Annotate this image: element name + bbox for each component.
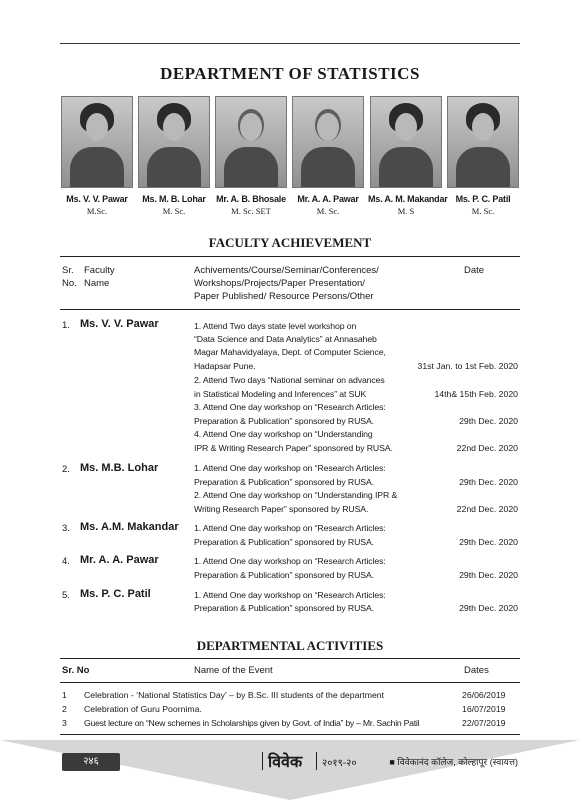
faculty-card xyxy=(214,96,288,216)
faculty-photo xyxy=(138,96,210,188)
achievement-date: 29th Dec. 2020 xyxy=(459,570,518,580)
achievement-line: Hadapsar Pune. xyxy=(194,361,256,371)
departmental-activities-title: DEPARTMENTAL ACTIVITIES xyxy=(196,638,384,653)
achievement-line: 1. Attend Two days state level workshop on xyxy=(194,321,357,331)
activity-event: Guest lecture on “New schemes in Scholarships given by Govt. of India” by – Mr. Sachin Patil xyxy=(84,718,420,728)
activity-event: Celebration - ‘National Statistics Day’ – by B.Sc. III students of the department xyxy=(84,690,385,700)
achievement-line: Preparation & Publication” sponsored by RUSA. xyxy=(194,570,374,580)
row-faculty-name: Ms. A.M. Makandar xyxy=(80,521,179,533)
row-faculty-name: Mr. A. A. Pawar xyxy=(80,554,159,566)
faculty-card-name: Ms. P. C. Patil xyxy=(455,194,511,204)
achievement-line: 2. Attend One day workshop on “Understanding IPR & xyxy=(194,490,398,500)
activities-top-rule xyxy=(60,658,520,659)
header-date: Date xyxy=(464,265,485,276)
faculty-card xyxy=(446,96,520,216)
faculty-card xyxy=(60,96,134,216)
faculty-card-qualification: M. Sc. xyxy=(316,206,340,216)
page-title: DEPARTMENT OF STATISTICS xyxy=(160,64,420,83)
faculty-photo-strip xyxy=(60,96,520,218)
achievement-line: 3. Attend One day workshop on “Research Articles: xyxy=(194,402,386,412)
activity-event: Celebration of Guru Poornima. xyxy=(84,704,202,714)
activities-header-dates: Dates xyxy=(464,665,489,676)
row-number: 3. xyxy=(62,523,70,534)
achievement-line: 1. Attend One day workshop on “Research Articles: xyxy=(194,556,386,566)
achievement-date: 14th& 15th Feb. 2020 xyxy=(434,389,518,399)
faculty-photo xyxy=(447,96,519,188)
achievement-line: 2. Attend Two days “National seminar on advances xyxy=(194,375,385,385)
header-bottom-rule xyxy=(60,309,520,310)
activity-number: 2 xyxy=(62,704,67,714)
achievement-line: “Data Science and Data Analytics” at Annasaheb xyxy=(194,334,377,344)
achievement-line: Preparation & Publication” sponsored by RUSA. xyxy=(194,416,374,426)
achievement-date: 29th Dec. 2020 xyxy=(459,537,518,547)
achievement-line: Preparation & Publication” sponsored by RUSA. xyxy=(194,537,374,547)
activities-header-sr: Sr. No xyxy=(62,665,90,676)
achievement-line: IPR & Writing Research Paper” sponsored by RUSA. xyxy=(194,443,393,453)
faculty-card-qualification: M. Sc. SET xyxy=(231,206,271,216)
table-top-rule xyxy=(60,256,520,257)
row-faculty-name: Ms. M.B. Lohar xyxy=(80,462,159,474)
activities-header-rule xyxy=(60,682,520,683)
faculty-card-name: Ms. M. B. Lohar xyxy=(142,194,206,204)
achievement-line: Preparation & Publication” sponsored by RUSA. xyxy=(194,477,374,487)
faculty-photo xyxy=(370,96,442,188)
achievement-date: 31st Jan. to 1st Feb. 2020 xyxy=(417,361,518,371)
faculty-card-qualification: M. S xyxy=(397,206,415,216)
faculty-card-name: Ms. A. M. Makandar xyxy=(368,194,448,204)
achievement-line: 4. Attend One day workshop on “Understanding xyxy=(194,429,373,439)
faculty-photo xyxy=(61,96,133,188)
faculty-photo xyxy=(292,96,364,188)
achievement-date: 22nd Dec. 2020 xyxy=(456,504,518,514)
faculty-photo xyxy=(215,96,287,188)
achievement-date: 29th Dec. 2020 xyxy=(459,416,518,426)
row-number: 5. xyxy=(62,590,70,601)
activity-date: 22/07/2019 xyxy=(462,718,506,728)
faculty-card xyxy=(291,96,365,216)
faculty-card-name: Mr. A. B. Bhosale xyxy=(216,194,286,204)
row-number: 2. xyxy=(62,464,70,475)
achievement-line: 1. Attend One day workshop on “Research Articles: xyxy=(194,590,386,600)
activity-number: 3 xyxy=(62,718,67,728)
achievement-line: Preparation & Publication” sponsored by RUSA. xyxy=(194,603,374,613)
college-name: ■ विवेकानंद कॉलेज, कोल्हापूर (स्वायत्त) xyxy=(389,757,518,767)
faculty-achievement-title: FACULTY ACHIEVEMENT xyxy=(208,235,372,250)
publication-year: २०१९-२० xyxy=(322,758,357,769)
achievement-line: Writing Research Paper” sponsored by RUSA. xyxy=(194,504,369,514)
row-number: 1. xyxy=(62,320,70,331)
achievement-line: 1. Attend One day workshop on “Research Articles: xyxy=(194,523,386,533)
faculty-card-qualification: M. Sc. xyxy=(471,206,495,216)
row-faculty-name: Ms. V. V. Pawar xyxy=(80,318,159,330)
page-number: २४६ xyxy=(62,753,120,771)
faculty-card xyxy=(368,96,448,216)
footer-divider xyxy=(262,752,263,770)
achievement-line: in Statistical Modeling and Inferences” at SUK xyxy=(194,389,367,399)
activity-date: 26/06/2019 xyxy=(462,690,506,700)
activity-date: 16/07/2019 xyxy=(462,704,506,714)
top-rule xyxy=(60,43,520,44)
achievement-date: 22nd Dec. 2020 xyxy=(456,443,518,453)
row-number: 4. xyxy=(62,556,70,567)
header-achievements: Achivements/Course/Seminar/Conferences/ Workshops/Projects/Paper Presentation/ Paper Published/ Resource Persons/Other xyxy=(194,265,379,302)
faculty-card-name: Ms. V. V. Pawar xyxy=(66,194,128,204)
faculty-card-qualification: M. Sc. xyxy=(162,206,186,216)
publication-logo: विवेक xyxy=(268,754,303,771)
faculty-card xyxy=(137,96,211,216)
activities-bottom-rule xyxy=(60,734,520,735)
header-sr: Sr. No. xyxy=(62,265,77,289)
achievement-date: 29th Dec. 2020 xyxy=(459,477,518,487)
achievement-line: 1. Attend One day workshop on “Research Articles: xyxy=(194,463,386,473)
activity-number: 1 xyxy=(62,690,67,700)
faculty-card-qualification: M.Sc. xyxy=(86,206,108,216)
achievement-date: 29th Dec. 2020 xyxy=(459,603,518,613)
header-faculty: Faculty Name xyxy=(84,265,115,289)
footer-divider xyxy=(316,752,317,770)
faculty-card-name: Mr. A. A. Pawar xyxy=(297,194,359,204)
achievement-line: Magar Mahavidyalaya, Dept. of Computer Science, xyxy=(194,347,386,357)
row-faculty-name: Ms. P. C. Patil xyxy=(80,588,151,600)
activities-header-event: Name of the Event xyxy=(194,665,273,676)
